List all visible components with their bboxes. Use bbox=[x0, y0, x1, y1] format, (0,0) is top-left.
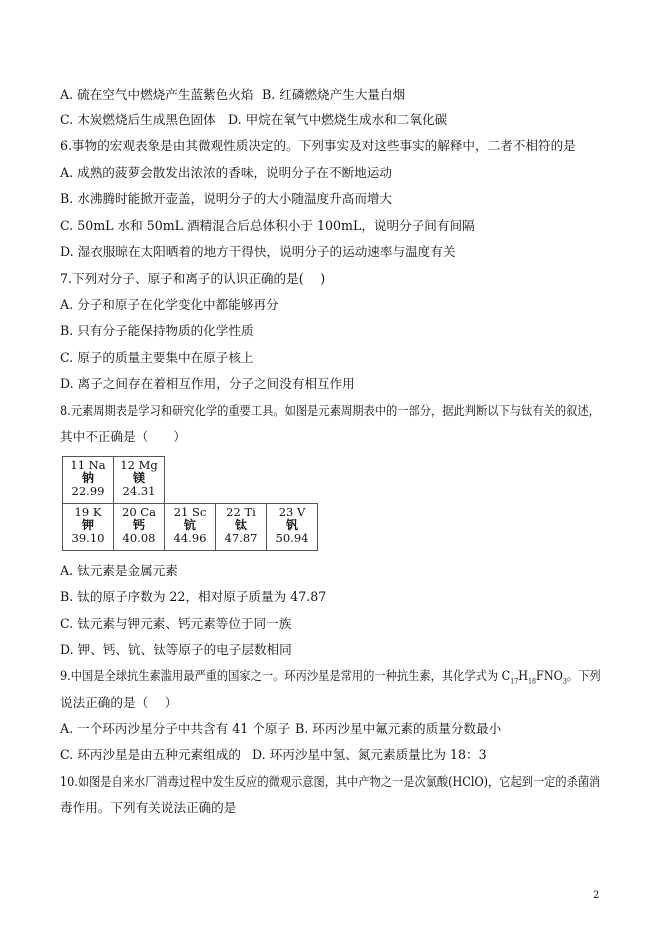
q8-stem-line1: 8.元素周期表是学习和研究化学的重要工具。如图是元素周期表中的一部分，据此判断以下与钛有关的叙述， bbox=[60, 403, 600, 418]
q6-option-a: A. 成熟的菠萝会散发出浓浓的香味，说明分子在不断地运动 bbox=[60, 165, 392, 180]
q9-option-d: D. 环丙沙星中氢、氮元素质量比为 18：3 bbox=[252, 747, 487, 762]
chemical-formula: $C_{17}H_{18}FNO_3$。 bbox=[501, 668, 579, 686]
element-cell-ca: 20 Ca 钙 40.08 bbox=[114, 504, 165, 551]
q5-option-a: A. 硫在空气中燃烧产生蓝紫色火焰 bbox=[60, 87, 254, 102]
q8-option-b: B. 钛的原子序数为 22，相对原子质量为 47.87 bbox=[60, 589, 327, 604]
q9-stem-line2: 说法正确的是（ ） bbox=[60, 695, 178, 710]
q9-stem-line1: 9.中国是全球抗生素滥用最严重的国家之一。环丙沙星是常用的一种抗生素，其化学式为 $C_{17}H_{18}FNO_3$。下列 bbox=[60, 668, 601, 686]
q6-option-c: C. 50mL 水和 50mL 酒精混合后总体积小于 100mL，说明分子间有间隔 bbox=[60, 218, 475, 233]
q6-stem: 6.事物的宏观表象是由其微观性质决定的。下列事实及对这些事实的解释中，二者不相符的是 bbox=[60, 138, 576, 153]
q6-option-b: B. 水沸腾时能掀开壶盖，说明分子的大小随温度升高而增大 bbox=[60, 191, 393, 206]
q5-option-c: C. 木炭燃烧后生成黑色固体 bbox=[60, 112, 216, 127]
q7-option-d: D. 离子之间存在着相互作用，分子之间没有相互作用 bbox=[60, 376, 355, 391]
q5-option-b: B. 红磷燃烧产生大量白烟 bbox=[262, 87, 406, 102]
q8-stem-line2: 其中不正确是（ ） bbox=[60, 429, 186, 444]
page-number: 2 bbox=[593, 890, 600, 901]
q9-option-b: B. 环丙沙星中氟元素的质量分数最小 bbox=[295, 721, 502, 736]
element-cell-mg: 12 Mg 镁 24.31 bbox=[114, 457, 165, 504]
q9-option-c: C. 环丙沙星是由五种元素组成的 bbox=[60, 747, 241, 762]
periodic-table-excerpt bbox=[62, 456, 318, 551]
q7-option-a: A. 分子和原子在化学变化中都能够再分 bbox=[60, 297, 279, 312]
q10-stem-line1: 10.如图是自来水厂消毒过程中发生反应的微观示意图，其中产物之一是次氯酸(HClO)，它起到一定的杀菌消 bbox=[60, 774, 601, 789]
q9-option-a: A. 一个环丙沙星分子中共含有 41 个原子 bbox=[60, 721, 291, 736]
q5-option-d: D. 甲烷在氧气中燃烧生成水和二氧化碳 bbox=[228, 112, 448, 127]
element-cell-na: 11 Na 钠 22.99 bbox=[63, 457, 114, 504]
q8-option-d: D. 钾、钙、钪、钛等原子的电子层数相同 bbox=[60, 642, 292, 657]
element-cell-v: 23 V 钒 50.94 bbox=[267, 504, 318, 551]
element-cell-ti: 22 Ti 钛 47.87 bbox=[216, 504, 267, 551]
q7-option-c: C. 原子的质量主要集中在原子核上 bbox=[60, 350, 254, 365]
q10-stem-line2: 毒作用。下列有关说法正确的是 bbox=[60, 800, 237, 815]
element-cell-k: 19 K 钾 39.10 bbox=[63, 504, 114, 551]
q7-stem: 7.下列对分子、原子和离子的认识正确的是( ) bbox=[60, 271, 326, 286]
q8-option-c: C. 钛元素与钾元素、钙元素等位于同一族 bbox=[60, 616, 292, 631]
q6-option-d: D. 湿衣服晾在太阳晒着的地方干得快，说明分子的运动速率与温度有关 bbox=[60, 244, 456, 259]
q8-option-a: A. 钛元素是金属元素 bbox=[60, 563, 178, 578]
q7-option-b: B. 只有分子能保持物质的化学性质 bbox=[60, 323, 254, 338]
element-cell-sc: 21 Sc 钪 44.96 bbox=[165, 504, 216, 551]
